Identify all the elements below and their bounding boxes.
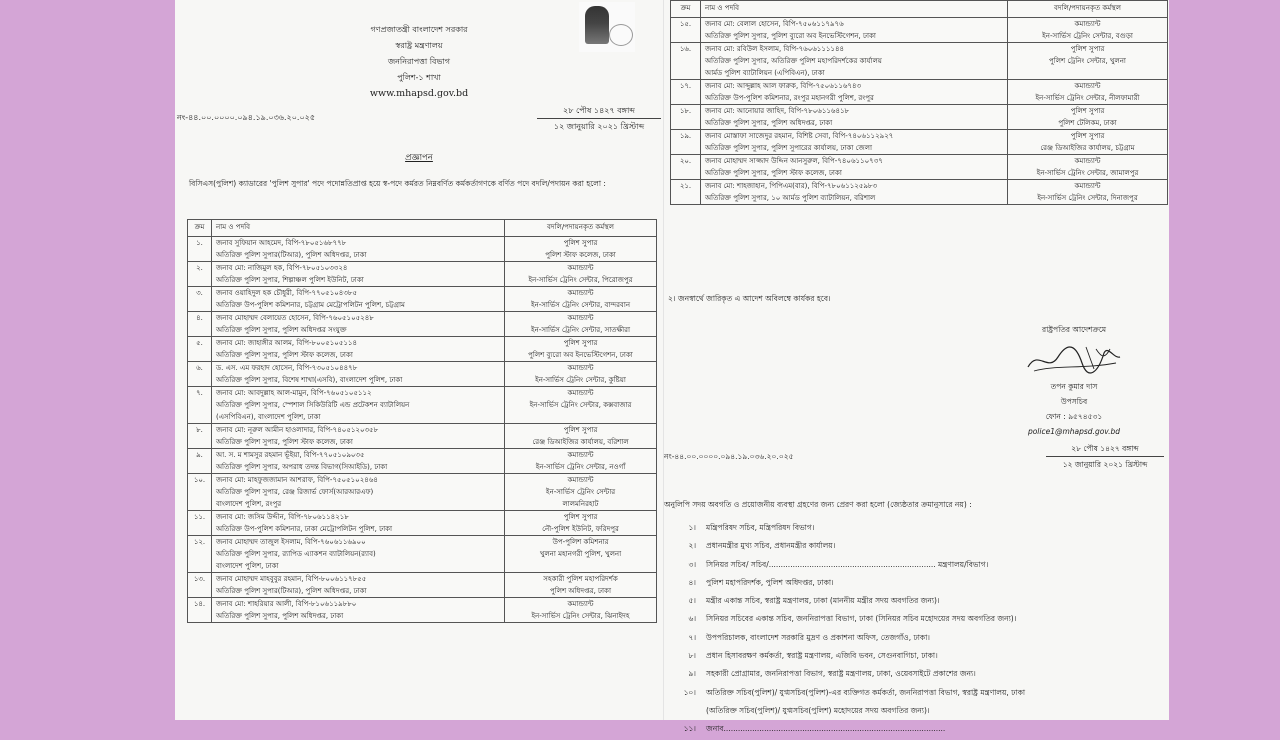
- date-gregorian: ১২ জানুয়ারি ২০২১ খ্রিস্টাব্দ: [553, 122, 645, 131]
- posting-cell-line: রেঞ্জ ডিআইজির কার্যালয়, বরিশাল: [532, 438, 629, 446]
- officer-cell-line: অতিরিক্ত পুলিশ সুপার, পুলিশ স্টাফ কলেজ, ঢাকা: [705, 169, 842, 177]
- list-item: [682, 575, 1168, 593]
- table-row: [188, 474, 657, 511]
- posting-cell-line: কমান্ড্যান্ট: [567, 389, 594, 397]
- date-block: [537, 103, 661, 134]
- table-row: [188, 424, 657, 449]
- officer-cell-line: অতিরিক্ত পুলিশ সুপার, পুলিশ স্টাফ কলেজ, ঢাকা: [216, 438, 353, 446]
- header-name-line: নাম ও পদবি: [705, 4, 740, 12]
- serial-cell-line: ১৮.: [679, 107, 692, 115]
- seal-icon: [609, 24, 633, 46]
- table-row: [671, 80, 1168, 105]
- officer-cell-line: জনাব মোহাম্মদ তাজুল ইসলাম, বিপি-৭৬০৬১১৬৯০০: [216, 538, 366, 546]
- serial-cell-line: ১৬.: [679, 45, 692, 53]
- posting-cell-line: কমান্ড্যান্ট: [567, 264, 594, 272]
- notice-title: প্রজ্ঞাপন: [405, 153, 433, 163]
- posting-cell: [1008, 80, 1168, 105]
- list-item-text: জনাব.............................................................................................: [706, 724, 946, 734]
- list-item-number: ৪।: [688, 577, 696, 587]
- posting-cell-line: লালমনিরহাট: [562, 500, 599, 508]
- officer-cell-line: অতিরিক্ত পুলিশ সুপার, অতিরিক্ত পুলিশ মহাপরিদর্শকের কার্যালয়: [705, 57, 882, 65]
- posting-cell-line: কমান্ড্যান্ট: [1074, 20, 1101, 28]
- posting-cell-line: ইন-সার্ভিস ট্রেনিং সেন্টার, সাতক্ষীরা: [530, 326, 631, 334]
- intro-paragraph: বিসিএস(পুলিশ) ক্যাডারের 'পুলিশ সুপার' পদে পদোন্নতিপ্রাপ্ত হয়ে স্ব-পদে কর্মরত নিম্নবর্ণিত কর্মকর্তাগণকে বর্ণিত পদে বদলি/পদায়ন করা হলো :: [189, 179, 606, 188]
- table-header-row: [188, 220, 657, 237]
- list-item: [682, 648, 1168, 666]
- posting-cell-line: রেঞ্জ ডিআইজির কার্যালয়, চট্টগ্রাম: [1040, 144, 1135, 152]
- table-row: [188, 262, 657, 287]
- serial-cell: [188, 449, 212, 474]
- header-posting-line: বদলি/পদায়নকৃত কর্মস্থল: [547, 223, 614, 231]
- list-item: [682, 593, 1168, 611]
- posting-cell: [505, 573, 657, 598]
- posting-cell-line: পুলিশ সুপার: [563, 339, 598, 347]
- serial-cell-line: ১.: [196, 239, 203, 247]
- posting-cell-line: ইন-সার্ভিস ট্রেনিং সেন্টার, ঝিনাইদহ: [531, 612, 630, 620]
- officer-cell: [212, 424, 505, 449]
- posting-cell-line: পুলিশ অধিদপ্তর, ঢাকা: [550, 587, 611, 595]
- serial-cell: [188, 337, 212, 362]
- table-row: [188, 449, 657, 474]
- header-serial: [188, 220, 212, 237]
- posting-cell-line: ইন-সার্ভিস ট্রেনিং সেন্টার, নীলফামারী: [1035, 94, 1140, 102]
- serial-cell: [671, 43, 701, 80]
- serial-cell-line: ১২.: [193, 538, 206, 546]
- officer-cell: [212, 536, 505, 573]
- list-item-number: ১১।: [683, 724, 696, 734]
- serial-cell: [188, 312, 212, 337]
- signature-block: [1004, 322, 1144, 439]
- officer-cell: [701, 155, 1008, 180]
- list-item-text: মন্ত্রিপরিষদ সচিব, মন্ত্রিপরিষদ বিভাগ।: [706, 523, 815, 532]
- officer-cell-line: অতিরিক্ত পুলিশ সুপার, ১০ আর্মড পুলিশ ব্যাটালিয়ন, বরিশাল: [705, 194, 876, 202]
- list-item: [682, 557, 1168, 575]
- serial-cell-line: ১৩.: [193, 575, 206, 583]
- posting-cell: [1008, 130, 1168, 155]
- officer-cell: [212, 312, 505, 337]
- serial-cell-line: ২০.: [679, 157, 692, 165]
- header-line: পুলিশ-১ শাখা: [397, 73, 441, 82]
- posting-cell-line: ইন-সার্ভিস ট্রেনিং সেন্টার, কক্সবাজার: [529, 401, 632, 409]
- officer-cell-line: আ. স. ম শামসুর রহমান ভূঁইয়া, বিপি-৭৭০৫১০৯০৩৫: [216, 451, 365, 459]
- officer-cell: [212, 449, 505, 474]
- posting-cell-line: খুলনা মহানগরী পুলিশ, খুলনা: [539, 550, 622, 558]
- date-gregorian: ১২ জানুয়ারি ২০২১ খ্রিস্টাব্দ: [1062, 460, 1148, 469]
- officer-cell-line: অতিরিক্ত উপ-পুলিশ কমিশনার, চট্টগ্রাম মেট্রোপলিটন পুলিশ, চট্টগ্রাম: [216, 301, 405, 309]
- posting-cell-line: কমান্ড্যান্ট: [567, 451, 594, 459]
- copy-recipient-list: [682, 520, 1168, 740]
- posting-cell-line: পুলিশ টেলিকম, ঢাকা: [1058, 119, 1117, 127]
- posting-cell: [505, 511, 657, 536]
- list-item: [682, 721, 1168, 739]
- table-row: [188, 598, 657, 623]
- serial-cell-line: ৬.: [196, 364, 203, 372]
- list-item: [682, 666, 1168, 684]
- officer-cell-line: অতিরিক্ত উপ-পুলিশ কমিশনার, রংপুর মহানগরী পুলিশ, রংপুর: [705, 94, 874, 102]
- date-block-copy: [1046, 441, 1164, 472]
- list-item-text: প্রধানমন্ত্রীর মুখ্য সচিব, প্রধানমন্ত্রীর কার্যালয়।: [706, 541, 836, 551]
- posting-cell-line: কমান্ড্যান্ট: [567, 314, 594, 322]
- serial-cell-line: ৯.: [196, 451, 203, 459]
- officer-cell-line: জনাব মো: শাহরিয়ার আলী, বিপি-৮১০৬১১৯৮৮০: [216, 600, 357, 608]
- posting-cell-line: ইন-সার্ভিস ট্রেনিং সেন্টার, বগুড়া: [1042, 32, 1133, 40]
- serial-cell: [188, 511, 212, 536]
- officer-cell: [212, 262, 505, 287]
- serial-cell: [188, 424, 212, 449]
- officer-cell-line: বাংলাদেশ পুলিশ, রংপুর: [216, 500, 282, 508]
- serial-cell: [671, 105, 701, 130]
- officer-cell-line: অতিরিক্ত পুলিশ সুপার(টিআর), পুলিশ অধিদপ্তর, ঢাকা: [216, 251, 367, 259]
- officer-cell: [701, 180, 1008, 205]
- portrait-icon: [585, 6, 609, 44]
- header-name: [212, 220, 505, 237]
- serial-cell-line: ৭.: [196, 389, 203, 397]
- posting-cell-line: ইন-সার্ভিস ট্রেনিং সেন্টার, নওগাঁ: [535, 463, 626, 471]
- officer-cell-line: জনাব সুফিয়ান আহমেদ, বিপি-৭৮০৫১৬৮৭৭৮: [216, 239, 347, 247]
- table-row: [188, 312, 657, 337]
- posting-cell-line: ইন-সার্ভিস ট্রেনিং সেন্টার, দিনাজপুর: [1037, 194, 1138, 202]
- effective-clause: ২। জনস্বার্থে জারিকৃত এ আদেশ অবিলম্বে কার্যকর হবে।: [668, 294, 831, 303]
- posting-cell-line: কমান্ড্যান্ট: [567, 600, 594, 608]
- list-item-number: [682, 703, 706, 721]
- officer-cell-line: অতিরিক্ত পুলিশ সুপার, পুলিশ ব্যুরো অব ইনভেস্টিগেশন, ঢাকা: [705, 32, 876, 40]
- posting-cell: [505, 287, 657, 312]
- signature-icon: [1004, 337, 1144, 379]
- posting-cell: [1008, 155, 1168, 180]
- officer-cell-line: অতিরিক্ত পুলিশ সুপার, রেঞ্জ রিজার্ভ ফোর্স(আরআরএফ): [216, 488, 374, 496]
- table-row: [188, 237, 657, 262]
- portrait-emblem: [579, 2, 635, 52]
- posting-cell: [505, 362, 657, 387]
- signatory-phone: ফোন : ৯৫৭৪৫৩১: [1045, 412, 1103, 421]
- officer-cell: [701, 18, 1008, 43]
- serial-cell: [188, 262, 212, 287]
- list-item-text: উপপরিচালক, বাংলাদেশ সরকারি মুদ্রণ ও প্রকাশনা অফিস, তেজগাঁও, ঢাকা।: [706, 632, 930, 642]
- list-item: [682, 630, 1168, 648]
- serial-cell-line: ৮.: [196, 426, 203, 434]
- officer-cell-line: জনাব মো: রবিউল ইসলাম, বিপি-৭৬০৬১১১১৪৪: [705, 45, 845, 53]
- list-item-text: মন্ত্রীর একান্ত সচিব, স্বরাষ্ট্র মন্ত্রণালয়, ঢাকা (মাননীয় মন্ত্রীর সদয় অবগতির জন্য)।: [706, 596, 940, 606]
- posting-cell-line: কমান্ড্যান্ট: [1074, 82, 1101, 90]
- list-item-number: ৩।: [688, 559, 696, 569]
- header-name-line: নাম ও পদবি: [216, 223, 251, 231]
- posting-cell: [505, 387, 657, 424]
- posting-cell: [505, 337, 657, 362]
- officer-cell-line: জনাব মো: বেলাল হোসেন, বিপি-৭৫০৬১১৭৯৭৬: [705, 20, 844, 28]
- serial-cell-line: ২১.: [679, 182, 692, 190]
- serial-cell: [671, 180, 701, 205]
- notification-page-1: [175, 0, 663, 720]
- transfer-table-continued: [670, 0, 1168, 205]
- serial-cell-line: ২.: [196, 264, 203, 272]
- posting-cell-line: পুলিশ সুপার: [1070, 107, 1105, 115]
- officer-cell-line: জনাব মো: আবদুল্লাহ আল-মামুন, বিপি-৭৬০৫১০৫১১২: [216, 389, 372, 397]
- table-row: [671, 180, 1168, 205]
- list-item-text: প্রধান হিসাবরক্ষণ কর্মকর্তা, স্বরাষ্ট্র মন্ত্রণালয়, এজিবি ভবন, সেগুনবাগিচা, ঢাকা।: [706, 651, 938, 661]
- officer-cell-line: (এসপিবিএন), বাংলাদেশ পুলিশ, ঢাকা: [216, 413, 321, 421]
- header-posting-line: বদলি/পদায়নকৃত কর্মস্থল: [1054, 4, 1121, 12]
- officer-cell-line: অতিরিক্ত উপ-পুলিশ কমিশনার, ঢাকা মেট্রোপলিটন পুলিশ, ঢাকা: [216, 525, 393, 533]
- posting-cell-line: উপ-পুলিশ কমিশনার: [552, 538, 609, 546]
- list-item-text: (অতিরিক্ত সচিব(পুলিশ)/ যুগ্মসচিব(পুলিশ) মহোদয়ের সদয় অবগতির জন্য)।: [706, 705, 930, 715]
- posting-cell: [505, 449, 657, 474]
- serial-cell-line: ৪.: [196, 314, 203, 322]
- officer-cell-line: অতিরিক্ত পুলিশ সুপার, পুলিশ সুপারের কার্যালয়, ঢাকা জেলা: [705, 144, 872, 152]
- officer-cell-line: জনাব মো: নাজিমুল হক, বিপি-৭৮০৫১০৩৩২৪: [216, 264, 348, 272]
- order-line: রাষ্ট্রপতির আদেশক্রমে: [1041, 325, 1107, 334]
- officer-cell-line: বাংলাদেশ পুলিশ, ঢাকা: [216, 562, 279, 570]
- table-row: [188, 362, 657, 387]
- officer-cell-line: জনাব মোহাম্মদ বেলায়েত হোসেন, বিপি-৭৬০৫১০৫২৪৮: [216, 314, 374, 322]
- officer-cell-line: জনাব ওয়াহিদুল হক চৌধুরী, বিপি-৭৭০৫১০৪৩৮৫: [216, 289, 357, 297]
- serial-cell: [188, 362, 212, 387]
- list-item: [682, 611, 1168, 629]
- posting-cell: [505, 312, 657, 337]
- officer-cell-line: জনাব মোহাম্মদ সাজ্জাদ উদ্দিন আনসুরুল, বিপি-৭৪০৬১১০৭৩৭: [705, 157, 883, 165]
- table-row: [671, 130, 1168, 155]
- header-serial: [671, 1, 701, 18]
- list-item-number: ১।: [688, 523, 696, 532]
- serial-cell: [188, 287, 212, 312]
- list-item-number: ২।: [688, 541, 696, 551]
- memo-number: নং-৪৪.০০.০০০০.০৯৪.১৯.০৩৬.২০.০২৫: [177, 113, 316, 122]
- posting-cell: [505, 536, 657, 573]
- header-serial-line: ক্রম: [680, 4, 691, 12]
- list-item-number: ৯।: [688, 669, 696, 679]
- posting-cell: [505, 262, 657, 287]
- posting-cell-line: কমান্ড্যান্ট: [567, 289, 594, 297]
- officer-cell: [212, 573, 505, 598]
- list-item: [682, 703, 1168, 721]
- copy-intro: অনুলিপি সদয় অবগতি ও প্রয়োজনীয় ব্যবস্থা গ্রহণের জন্য প্রেরণ করা হলো (জ্যেষ্ঠতার ক্রমানুসারে নয়) :: [664, 500, 972, 509]
- serial-cell: [188, 573, 212, 598]
- officer-cell-line: অতিরিক্ত পুলিশ সুপার(টিআর), পুলিশ অধিদপ্তর, ঢাকা: [216, 587, 367, 595]
- posting-cell-line: ইন-সার্ভিস ট্রেনিং সেন্টার, জামালপুর: [1036, 169, 1139, 177]
- officer-cell: [212, 511, 505, 536]
- officer-cell: [212, 287, 505, 312]
- posting-cell-line: কমান্ড্যান্ট: [567, 364, 594, 372]
- list-item-text: অতিরিক্ত সচিব(পুলিশ)/ যুগ্মসচিব(পুলিশ)-এর ব্যক্তিগত কর্মকর্তা, জননিরাপত্তা বিভাগ, স্বরাষ্ট্র মন্ত্রণালয়, ঢাকা: [706, 687, 1026, 697]
- posting-cell: [1008, 18, 1168, 43]
- officer-cell-line: জনাব মো: শাহজাহান, পিপিএম(বার), বিপি-৭৮০৬১১২৫৯৮৩: [705, 182, 878, 190]
- table-row: [188, 387, 657, 424]
- header-line: স্বরাষ্ট্র মন্ত্রণালয়: [395, 41, 443, 50]
- list-item-number: ৬।: [688, 614, 696, 624]
- list-item-number: ৮।: [688, 651, 696, 661]
- posting-cell-line: পুলিশ সুপার: [563, 426, 598, 434]
- officer-cell: [212, 337, 505, 362]
- signatory-designation: উপসচিব: [1060, 397, 1088, 406]
- header-line: জননিরাপত্তা বিভাগ: [388, 57, 450, 66]
- officer-cell-line: অতিরিক্ত পুলিশ সুপার, স্পেশাল সিকিউরিটি এন্ড প্রটেকশন ব্যাটালিয়ন: [216, 401, 410, 409]
- header-serial-line: ক্রম: [194, 223, 205, 231]
- officer-cell-line: জনাব মো: আনোয়ার জাহিদ, বিপি-৭৮০৬১১৬৪১৮: [705, 107, 850, 115]
- officer-cell-line: আর্মড পুলিশ ব্যাটালিয়ন (এপিবিএন), ঢাকা: [705, 69, 825, 77]
- posting-cell-line: নৌ-পুলিশ ইউনিট, ফরিদপুর: [542, 525, 619, 533]
- serial-cell-line: ১০.: [193, 476, 206, 484]
- list-item: [682, 520, 1168, 538]
- officer-cell-line: অতিরিক্ত পুলিশ সুপার, পুলিশ অধিদপ্তর সংযুক্ত: [216, 326, 347, 334]
- list-item-text: সহকারী প্রোগ্রামার, জননিরাপত্তা বিভাগ, স্বরাষ্ট্র মন্ত্রণালয়, ঢাকা, ওয়েবসাইটে প্রকাশের জন্য।: [706, 669, 976, 679]
- posting-cell-line: পুলিশ ট্রেনিং সেন্টার, খুলনা: [1049, 57, 1126, 65]
- list-item-text: পুলিশ মহাপরিদর্শক, পুলিশ অধিদপ্তর, ঢাকা।: [706, 577, 834, 587]
- posting-cell-line: ইন-সার্ভিস ট্রেনিং সেন্টার, পিরোজপুর: [528, 276, 633, 284]
- officer-cell-line: অতিরিক্ত পুলিশ সুপার, র‌্যাপিড এ্যাকশন ব্যাটালিয়ন(র‌্যাব): [216, 550, 376, 558]
- table-row: [671, 105, 1168, 130]
- serial-cell: [188, 474, 212, 511]
- table-row: [188, 573, 657, 598]
- serial-cell-line: ১৯.: [679, 132, 692, 140]
- officer-cell-line: জনাব মো: জসিম উদ্দীন, বিপি-৭৮০৬১১৪২১৮: [216, 513, 349, 521]
- table-row: [188, 337, 657, 362]
- posting-cell-line: কমান্ড্যান্ট: [567, 476, 594, 484]
- officer-cell-line: ড. এস. এম ফরহাদ হোসেন, বিপি-৭৩০৫১০৪৪৭৮: [216, 364, 358, 372]
- table-row: [671, 43, 1168, 80]
- header-posting: [505, 220, 657, 237]
- list-item-number: ৫।: [688, 596, 696, 606]
- transfer-table: [187, 219, 657, 623]
- officer-cell: [701, 80, 1008, 105]
- serial-cell-line: ১১.: [193, 513, 206, 521]
- header-posting: [1008, 1, 1168, 18]
- posting-cell-line: ইন-সার্ভিস ট্রেনিং সেন্টার: [545, 488, 616, 496]
- officer-cell: [212, 237, 505, 262]
- serial-cell: [188, 598, 212, 623]
- officer-cell-line: অতিরিক্ত পুলিশ সুপার, পুলিশ অধিদপ্তর, ঢাকা: [216, 612, 344, 620]
- posting-cell-line: পুলিশ সুপার: [563, 239, 598, 247]
- posting-cell: [505, 237, 657, 262]
- officer-cell: [212, 598, 505, 623]
- serial-cell: [671, 80, 701, 105]
- table-row: [671, 18, 1168, 43]
- posting-cell-line: পুলিশ সুপার: [1070, 45, 1105, 53]
- serial-cell: [188, 536, 212, 573]
- list-item-number: ৭।: [688, 632, 696, 642]
- website-url: www.mhapsd.gov.bd: [369, 88, 469, 99]
- list-item-number: ১০।: [683, 687, 696, 697]
- table-row: [671, 155, 1168, 180]
- signatory-email: police1@mhapsd.gov.bd: [1027, 427, 1121, 436]
- memo-number-copy: নং-৪৪.০০.০০০০.০৯৪.১৯.০৩৬.২০.০২৫: [664, 452, 794, 461]
- serial-cell-line: ১৫.: [679, 20, 692, 28]
- list-item: [682, 538, 1168, 556]
- serial-cell: [671, 18, 701, 43]
- serial-cell-line: ১৪.: [193, 600, 206, 608]
- officer-cell: [701, 105, 1008, 130]
- posting-cell: [505, 424, 657, 449]
- officer-cell: [212, 362, 505, 387]
- posting-cell: [1008, 180, 1168, 205]
- officer-cell-line: অতিরিক্ত পুলিশ সুপার, শিল্পাঞ্চল পুলিশ ইউনিট, ঢাকা: [216, 276, 364, 284]
- posting-cell: [1008, 43, 1168, 80]
- posting-cell-line: পুলিশ সুপার: [563, 513, 598, 521]
- posting-cell-line: ইন-সার্ভিস ট্রেনিং সেন্টার, কুষ্টিয়া: [535, 376, 626, 384]
- list-item-text: সিনিয়র সচিবের একান্ত সচিব, জননিরাপত্তা বিভাগ, ঢাকা (সিনিয়র সচিব মহোদয়ের সদয় অবগতির জন্য)।: [706, 614, 1017, 624]
- table-row: [188, 536, 657, 573]
- table-row: [188, 287, 657, 312]
- officer-cell-line: অতিরিক্ত পুলিশ সুপার, বিশেষ শাখা(এসবি), বাংলাদেশ পুলিশ, ঢাকা: [216, 376, 403, 384]
- posting-cell-line: কমান্ড্যান্ট: [1074, 157, 1101, 165]
- officer-cell-line: জনাব মোহাম্মদ মাহবুবুর রহমান, বিপি-৮০০৬১১৭৮৫৫: [216, 575, 367, 583]
- officer-cell-line: জনাব মো: জাহাঙ্গীর আলম, বিপি-৮০০৫১০৫১১৪: [216, 339, 358, 347]
- posting-cell-line: পুলিশ ব্যুরো অব ইনভেস্টিগেশন, ঢাকা: [528, 351, 633, 359]
- posting-cell-line: ইন-সার্ভিস ট্রেনিং সেন্টার, বান্দরবান: [530, 301, 631, 309]
- officer-cell-line: অতিরিক্ত পুলিশ সুপার, পুলিশ অধিদপ্তর, ঢাকা: [705, 119, 833, 127]
- posting-cell-line: পুলিশ স্টাফ কলেজ, ঢাকা: [545, 251, 616, 259]
- posting-cell: [505, 474, 657, 511]
- officer-cell: [212, 474, 505, 511]
- posting-cell: [1008, 105, 1168, 130]
- serial-cell: [188, 237, 212, 262]
- officer-cell: [212, 387, 505, 424]
- officer-cell-line: অতিরিক্ত পুলিশ সুপার, অপরাধ তদন্ত বিভাগ(সিআইডি), ঢাকা: [216, 463, 388, 471]
- officer-cell-line: জনাব মো: নূরুল আমীন হাওলাদার, বিপি-৭৪০৫১২০৩৫৮: [216, 426, 379, 434]
- table-row: [188, 511, 657, 536]
- table-header-row: [671, 1, 1168, 18]
- serial-cell: [188, 387, 212, 424]
- officer-cell: [701, 130, 1008, 155]
- header-name: [701, 1, 1008, 18]
- header-line: গণপ্রজাতন্ত্রী বাংলাদেশ সরকার: [370, 25, 468, 34]
- officer-cell-line: জনাব মো: মাহফুজজামান আশরাফ, বিপি-৭৫০৫১০২৪৬৪: [216, 476, 378, 484]
- posting-cell-line: সহকারী পুলিশ মহাপরিদর্শক: [543, 575, 618, 583]
- officer-cell-line: জনাব মো: আব্দুল্লাহ আল ফারুক, বিপি-৭৫০৬১১৬৭৪৩: [705, 82, 862, 90]
- date-bangla: ২৮ পৌষ ১৪২৭ বঙ্গাব্দ: [537, 103, 661, 119]
- serial-cell: [671, 155, 701, 180]
- serial-cell: [671, 130, 701, 155]
- officer-cell-line: জনাব মোস্তাফা সাজেদুর রহমান, বিশিষ্ট সেবা, বিপি-৭৪০৬১১২৯২৭: [705, 132, 894, 140]
- officer-cell-line: অতিরিক্ত পুলিশ সুপার, পুলিশ স্টাফ কলেজ, ঢাকা: [216, 351, 353, 359]
- serial-cell-line: ৩.: [196, 289, 203, 297]
- serial-cell-line: ১৭.: [679, 82, 692, 90]
- list-item: [682, 685, 1168, 703]
- posting-cell: [505, 598, 657, 623]
- list-item-text: সিনিয়র সচিব/ সচিব/...................................................................... মন্ত্রণালয়/বিভাগ।: [706, 559, 989, 569]
- posting-cell-line: কমান্ড্যান্ট: [1074, 182, 1101, 190]
- notification-page-2: [663, 0, 1169, 734]
- officer-cell: [701, 43, 1008, 80]
- date-bangla: ২৮ পৌষ ১৪২৭ বঙ্গাব্দ: [1046, 441, 1164, 457]
- signatory-name: তপন কুমার দাস: [1050, 382, 1098, 391]
- posting-cell-line: পুলিশ সুপার: [1070, 132, 1105, 140]
- serial-cell-line: ৫.: [196, 339, 203, 347]
